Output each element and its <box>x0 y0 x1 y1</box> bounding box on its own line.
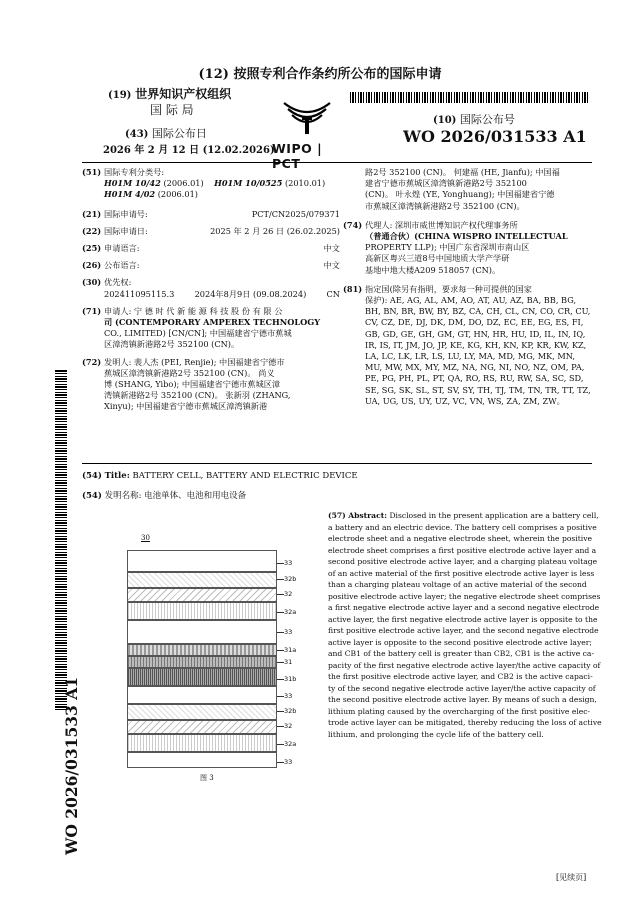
wipo-emblem-icon <box>272 97 342 137</box>
layer-label: 31b <box>284 675 297 683</box>
ipc-3: H01M 4/02 <box>104 189 156 200</box>
ipc-3-date: (2006.01) <box>157 189 198 200</box>
leader-line <box>277 762 284 763</box>
abstract-line: the first positive electrode active layer, and CB2 is the active capaci- <box>328 672 593 681</box>
ipc-code: (51) <box>82 167 102 177</box>
org-code: (19) <box>108 90 132 101</box>
layer-label: 32 <box>284 722 293 730</box>
states-line: IR, IS, IT, JM, JO, JP, KE, KG, KH, KN, KP, KR, KW, KZ, <box>365 339 587 350</box>
priority-code: (30) <box>82 277 102 288</box>
continued-note: [见续页] <box>556 873 587 882</box>
layer-32b <box>127 704 277 720</box>
abstract-line: positive electrode active layer; the negative electrode sheet comprises <box>328 591 601 601</box>
org-name: 世界知识产权组织 <box>135 87 232 101</box>
inventors-line: 湾镇新港路2号 352100 (CN)。 张新羽 (ZHANG, <box>104 390 291 401</box>
leader-line <box>277 563 284 564</box>
right-column <box>343 167 593 407</box>
applicant-code: (71) <box>82 305 102 316</box>
layer-label: 32b <box>284 707 297 715</box>
filing-label: 国际申请日: <box>104 225 148 236</box>
abstract-line: pacity of the first negative electrode active layer/the active capacity of <box>328 660 601 670</box>
abstract-line: trode active layer can be mitigated, thereby reducing the loss of active <box>328 718 602 727</box>
abstract-line-0 <box>328 510 599 522</box>
inventors-cont <box>343 167 593 212</box>
inventors-cont-line: 市蕉城区漳湾镇新港路2号 352100 (CN)。 <box>365 200 525 211</box>
filing-row <box>82 226 340 237</box>
layer-32a <box>127 734 277 752</box>
abstract-line: Disclosed in the present application are a battery cell, <box>389 511 599 520</box>
figure-ref: 30 <box>141 534 150 542</box>
leader-line <box>277 711 284 712</box>
states-line: 保护): AE, AG, AL, AM, AO, AT, AU, AZ, BA, BB, BG, <box>365 295 577 306</box>
inventors-line: 博 (SHANG, Yibo); 中国福建省宁德市蕉城区漳 <box>104 379 281 390</box>
layer-31 <box>127 656 277 668</box>
title-en-code: (54) <box>82 471 102 481</box>
states-line: GB, GD, GE, GH, GM, GT, HN, HR, HU, ID, IL, IN, IQ, <box>365 328 586 339</box>
filing-code: (22) <box>82 225 102 236</box>
lang-pub-value: 中文 <box>323 260 340 271</box>
abstract-code: (57) <box>328 511 346 520</box>
layer-33 <box>127 550 277 572</box>
layer-label: 32a <box>284 608 297 616</box>
title-en-value: BATTERY CELL, BATTERY AND ELECTRIC DEVICE <box>132 471 358 481</box>
leader-line <box>277 579 284 580</box>
states-line: PE, PG, PH, PL, PT, QA, RO, RS, RU, RW, SA, SC, SD, <box>365 373 584 384</box>
title-zh-code: (54) <box>82 491 102 501</box>
agent-text <box>365 220 568 276</box>
layer-label: 32 <box>284 590 293 598</box>
title-zh <box>82 489 246 501</box>
agent-line: PROPERTY LLP); 中国广东省深圳市南山区 <box>365 242 530 253</box>
org-sub: 国 际 局 <box>150 103 194 117</box>
layer-31a <box>127 644 277 656</box>
applicant-line: 司 (CONTEMPORARY AMPEREX TECHNOLOGY <box>104 317 321 328</box>
states-line: UA, UG, US, UY, UZ, VC, VN, WS, ZA, ZM, ZW。 <box>365 395 565 406</box>
barcode-top <box>350 92 590 103</box>
pubdate-code: (43) <box>125 129 149 140</box>
leader-line <box>277 612 284 613</box>
abstract-line: second positive electrode active layer, and a charging plateau voltage <box>328 557 598 566</box>
inventors-line: 蕉城区漳湾镇新港路2号 352100 (CN)。 尚义 <box>104 367 275 378</box>
states-code: (81) <box>343 283 363 294</box>
agent-line: 高新区粤兴三道8号中国地质大学产学研 <box>365 253 510 264</box>
abstract-line: than a charging plateau voltage of an active material of the second <box>328 580 587 589</box>
states-text <box>365 284 591 407</box>
abstract-label: Abstract: <box>348 511 388 520</box>
applicant-text <box>104 306 320 351</box>
leader-line <box>277 744 284 745</box>
states-line: CV, CZ, DE, DJ, DK, DM, DO, DZ, EC, EE, EG, ES, FI, <box>365 317 584 328</box>
leader-line <box>277 726 284 727</box>
lang-pub-label: 公布语言: <box>104 260 140 271</box>
wipo-logo <box>272 97 342 171</box>
priority-country: CN <box>326 288 340 299</box>
states-line: BH, BN, BR, BW, BY, BZ, CA, CH, CL, CN, CO, CR, CU, <box>365 306 591 317</box>
inventors-line: Xinyu); 中国福建省宁德市蕉城区漳湾镇新港 <box>104 401 268 412</box>
pubdate-label-block <box>125 125 207 141</box>
abstract-line: of an active material of the first positive electrode active layer is less <box>328 568 595 578</box>
inventors-cont-line: 路2号 352100 (CN)。 何建福 (HE, Jianfu); 中国福 <box>365 167 560 177</box>
title-zh-value: 电池单体、电池和用电设备 <box>144 491 247 501</box>
abstract-line: first positive electrode active layer, and the second negative electrode <box>328 626 599 635</box>
inventors-text <box>104 357 291 413</box>
abstract-line: a first negative electrode active layer and a second negative electrode <box>328 603 600 612</box>
inventors-cont-line: 建省宁德市蕉城区漳湾镇新港路2号 352100 <box>365 178 527 189</box>
applicant-line: 申请人: 宁 德 时 代 新 能 源 科 技 股 份 有 限 公 <box>104 305 283 316</box>
document-title: (12) 按照专利合作条约所公布的国际申请 <box>198 67 442 82</box>
layer-label: 33 <box>284 758 293 766</box>
lang-pub-row <box>82 260 340 271</box>
states-block <box>343 284 593 407</box>
layer-label: 33 <box>284 628 293 636</box>
layer-label: 32b <box>284 575 297 583</box>
ipc-head <box>82 167 340 178</box>
title-zh-label: 发明名称: <box>104 491 142 501</box>
abstract-line: electrode sheet comprises a first positive electrode active layer and a <box>328 545 597 555</box>
lang-pub-code: (26) <box>82 260 102 271</box>
abstract-line: active layer, the first negative electrode active layer is opposite to the <box>328 614 598 624</box>
layer-32 <box>127 720 277 734</box>
states-line: SE, SG, SK, SL, ST, SV, SY, TH, TJ, TM, TN, TR, TT, TZ, <box>365 384 591 395</box>
left-column <box>82 167 340 413</box>
side-pubno: WO 2026/031533 A1 <box>62 676 81 855</box>
layer-32b <box>127 572 277 588</box>
ipc-line-2 <box>82 189 340 200</box>
leader-line <box>277 632 284 633</box>
layer-label: 31 <box>284 658 293 666</box>
filing-value: 2025 年 2 月 26 日 (26.02.2025) <box>210 225 340 236</box>
title-en <box>82 471 358 481</box>
priority-label: 优先权: <box>104 277 132 288</box>
abstract-line: lithium, and prolonging the cycle life of the battery cell. <box>328 729 544 739</box>
layer-label: 33 <box>284 559 293 567</box>
pubno-label-block <box>433 111 515 127</box>
leader-line <box>277 696 284 697</box>
inventors-code: (72) <box>82 356 102 367</box>
layer-31b <box>127 668 277 686</box>
applicant-block <box>82 306 340 351</box>
layer-33 <box>127 686 277 704</box>
leader-line <box>277 679 284 680</box>
agent-line: （普通合伙）(CHINA WISPRO INTELLECTUAL <box>365 231 568 242</box>
abstract-line: lithium plating caused by the overcharging of the first positive elec- <box>328 706 591 716</box>
layer-33 <box>127 620 277 644</box>
inventors-block <box>82 357 340 413</box>
org-block <box>108 85 231 102</box>
appno-code: (21) <box>82 208 102 219</box>
pubno-value: WO 2026/031533 A1 <box>403 127 587 146</box>
agent-line: 基地中地大楼A209 518057 (CN)。 <box>365 264 501 275</box>
layer-32 <box>127 588 277 602</box>
abstract-line: and CB1 of the battery cell is greater than CB2, CB1 is the active ca- <box>328 649 595 658</box>
layer-33 <box>127 752 277 768</box>
priority-row <box>82 289 340 300</box>
agent-code: (74) <box>343 219 363 230</box>
priority-head <box>82 277 340 288</box>
abstract-line: active layer is opposite to the second positive electrode active layer; <box>328 637 592 647</box>
lang-filing-row <box>82 243 340 254</box>
leader-line <box>277 650 284 651</box>
abstract-line: electrode sheet and a negative electrode sheet, wherein the positive <box>328 534 592 543</box>
abstract-line: a battery and an electric device. The battery cell comprises a positive <box>328 522 597 532</box>
layer-label: 32a <box>284 740 297 748</box>
states-line: LA, LC, LK, LR, LS, LU, LY, MA, MD, MG, MK, MN, <box>365 351 576 362</box>
lang-filing-label: 申请语言: <box>104 243 140 254</box>
wipo-pct-text: WIPO | PCT <box>272 141 323 171</box>
ipc-2-date: (2010.01) <box>284 178 326 189</box>
inventors-line: 发明人: 裴人杰 (PEI, Renjie); 中国福建省宁德市 <box>104 356 285 367</box>
pubdate-label: 国际公布日 <box>151 127 207 140</box>
applicant-line: 区漳湾镇新港路2号 352100 (CN)。 <box>104 339 240 350</box>
title-en-label: Title: <box>104 471 130 481</box>
appno-row <box>82 209 340 220</box>
biblio-divider <box>82 463 592 464</box>
abstract-line: ty of the second negative electrode active layer/the active capacity of <box>328 683 596 693</box>
applicant-line: CO., LIMITED) [CN/CN]; 中国福建省宁德市蕉城 <box>104 328 292 339</box>
abstract <box>328 510 602 740</box>
barcode-side <box>55 370 67 710</box>
ipc-2: H01M 10/0525 <box>214 178 283 189</box>
priority-number: 202411095115.3 <box>104 288 175 299</box>
lang-filing-code: (25) <box>82 243 102 254</box>
pubno-label: 国际公布号 <box>459 113 515 126</box>
inventors-cont-line: (CN)。 叶永煌 (YE, Yonghuang); 中国福建省宁德 <box>365 189 555 200</box>
ipc-label: 国际专利分类号: <box>104 167 165 177</box>
agent-line: 代理人: 深圳市威世博知识产权代理事务所 <box>365 219 518 230</box>
priority-date: 2024年8月9日 (09.08.2024) <box>194 288 307 299</box>
layer-32a <box>127 602 277 620</box>
lang-filing-value: 中文 <box>323 243 340 254</box>
states-line: MU, MW, MX, MY, MZ, NA, NG, NI, NO, NZ, OM, PA, <box>365 362 585 373</box>
leader-line <box>277 594 284 595</box>
ipc-1: H01M 10/42 <box>104 178 161 189</box>
layer-label: 31a <box>284 646 297 654</box>
appno-label: 国际申请号: <box>104 208 148 219</box>
header-divider <box>82 162 592 163</box>
pubdate-value: 2026 年 2 月 12 日 (12.02.2026) <box>103 145 275 156</box>
states-line: 指定国(除另有指明，要求每一种可提供的国家 <box>365 283 532 294</box>
figure-caption: 图 3 <box>200 774 214 782</box>
appno-value: PCT/CN2025/079371 <box>251 208 340 219</box>
abstract-line: the second positive electrode active layer. By means of such a design, <box>328 695 597 704</box>
pubno-code: (10) <box>433 115 457 126</box>
ipc-line-1 <box>82 178 340 189</box>
layer-label: 33 <box>284 692 293 700</box>
agent-block <box>343 220 593 276</box>
leader-line <box>277 662 284 663</box>
ipc-1-date: (2006.01) <box>163 178 204 189</box>
